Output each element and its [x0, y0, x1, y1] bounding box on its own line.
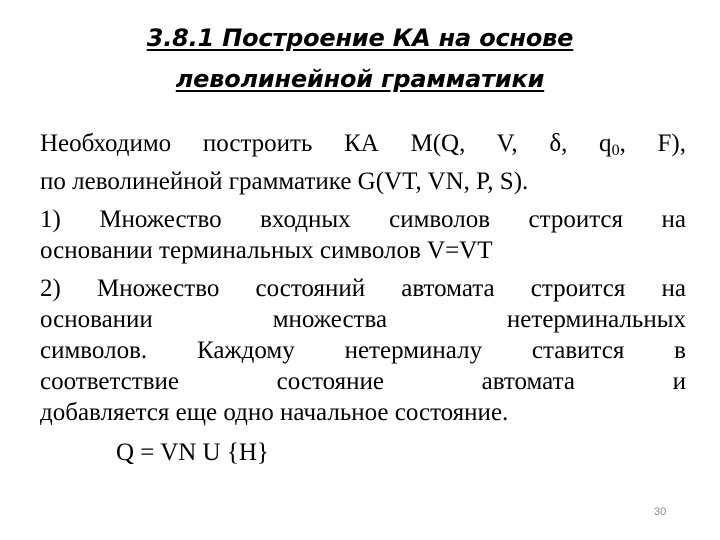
machine-subscript: 0	[611, 142, 620, 159]
title-line-2: леволинейной грамматики	[175, 65, 545, 93]
item-2-line-3: символов. Каждому нетерминалу ставится в	[40, 337, 686, 364]
item-1-line-1: 1) Множество входных символов строится на	[40, 206, 686, 233]
formula: Q = VN U {H}	[116, 439, 269, 466]
page-number: 30	[654, 506, 667, 518]
item-2-line-2: основании множества нетерминальных	[40, 306, 686, 333]
machine-prefix: M(Q, V, δ, q	[410, 130, 612, 157]
item-2-line-5: добавляется еще одно начальное состояние.	[40, 399, 509, 426]
machine-suffix: , F),	[619, 130, 686, 157]
intro-line	[40, 128, 686, 166]
title-line-1: 3.8.1 Построение КА на основе	[146, 24, 574, 52]
intro-text: Необходимо построить КА	[40, 130, 411, 157]
item-2-line-1: 2) Множество состояний автомата строится на	[40, 275, 686, 302]
slide-body	[40, 128, 686, 468]
item-1-line-2: основании терминальных символов V=VT	[40, 237, 493, 264]
grammar-line: по леволинейной грамматике G(VT, VN, P, S).	[40, 168, 529, 195]
slide-title	[40, 18, 680, 100]
item-2-line-4: соответствие состояние автомата и	[40, 368, 686, 395]
